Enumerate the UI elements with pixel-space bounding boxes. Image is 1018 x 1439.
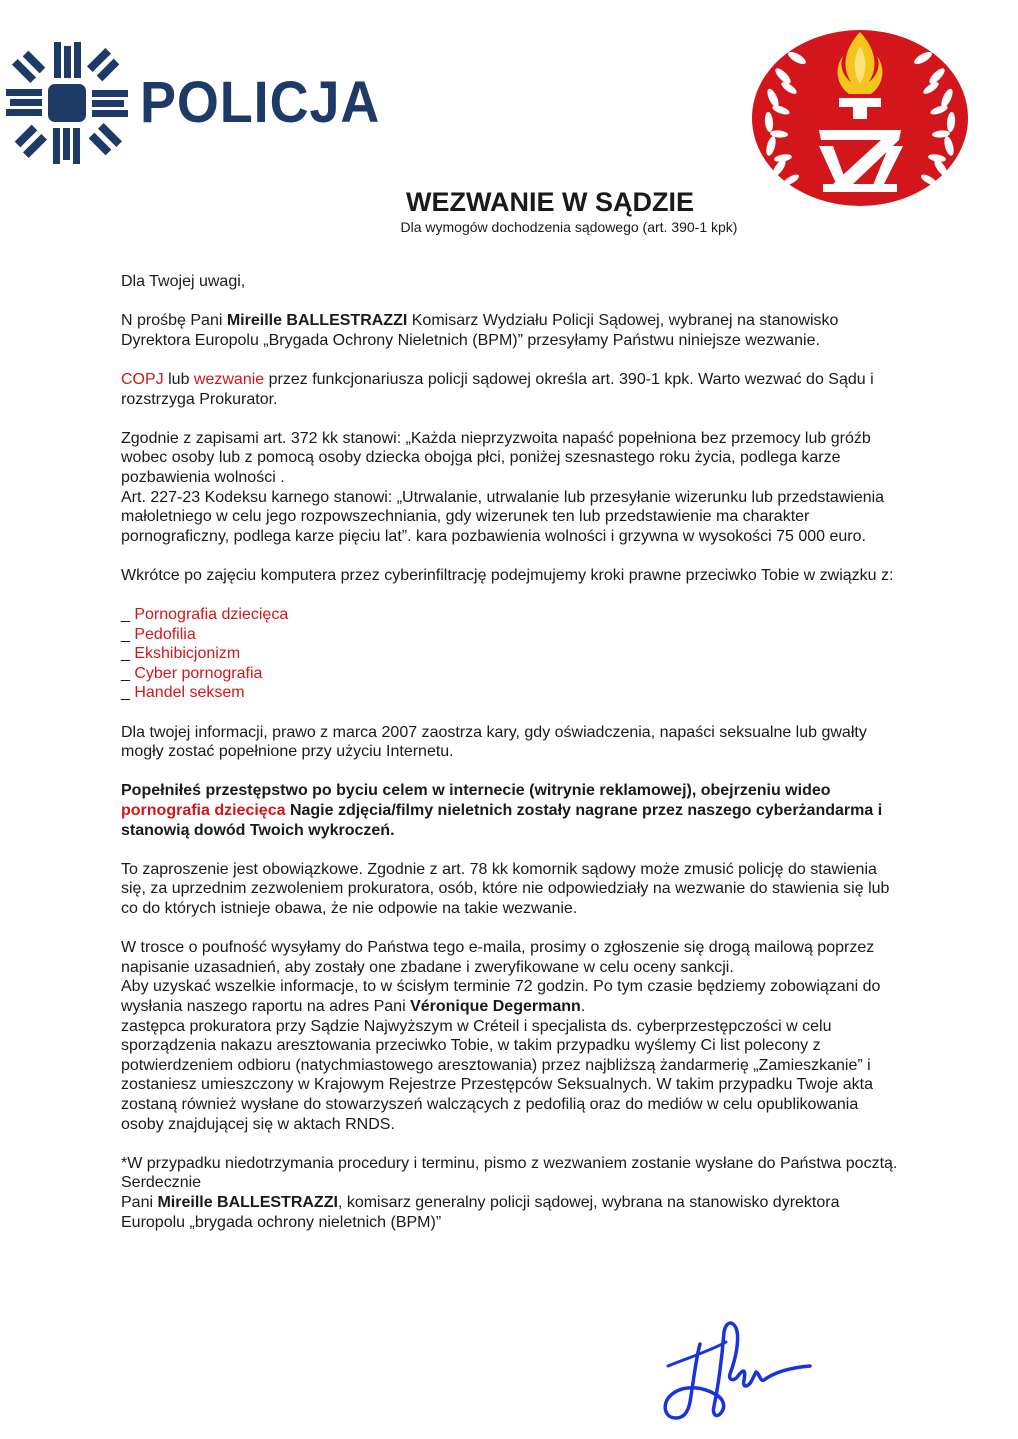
paragraph-charges-intro: Wkrótce po zajęciu komputera przez cyberinfiltrację podejmujemy kroki prawne przeciwko Tobie w związku z:: [121, 566, 894, 584]
letter-body: [121, 272, 901, 1252]
list-item: _ Handel seksem: [121, 684, 245, 702]
list-item: _ Cyber pornografia: [121, 664, 263, 682]
greeting: Dla Twojej uwagi,: [121, 273, 246, 290]
handwritten-signature-icon: [660, 1318, 820, 1424]
charges-list: [121, 605, 901, 703]
signatory: Pani Mireille BALLESTRAZZI, komisarz generalny policji sądowej, wybrana na stanowisko dyrektora Europolu „brygada ochrony nieletnich (BPM)”: [121, 1193, 840, 1231]
closing: Serdecznie: [121, 1174, 202, 1192]
list-item: _ Ekshibicjonizm: [121, 645, 241, 663]
police-logo-text: POLICJA: [140, 70, 381, 135]
prosecutor-name: Véronique Degermann: [410, 997, 581, 1015]
page-subtitle: Dla wymogów dochodzenia sądowego (art. 390-1 kpk): [400, 219, 738, 235]
paragraph-article-227: Art. 227-23 Kodeksu karnego stanowi: „Utrwalanie, utrwalanie lub przesyłanie wizerunku lub przedstawienia małoletniego w celu jego rozpowszechniania, gdy wizerunek ten lub przedstawienie ma charakter pornograficzny, podlega karze pięciu lat”. kara pozbawienia wolności i grzywna w wysokości 75 000 euro.: [121, 488, 885, 545]
list-item: _ Pornografia dziecięca: [121, 606, 289, 624]
commissioner-name: Mireille BALLESTRAZZI: [226, 312, 408, 330]
paragraph-deadline: Aby uzyskać wszelkie informacje, to w ścisłym terminie 72 godzin. Po tym czasie będziemy zobowiązani do wysłania naszego raportu na adres Pani Véronique Degermann.: [121, 978, 881, 1015]
paragraph-copj: COPJ lub wezwanie przez funkcjonariusza policji sądowej określa art. 390-1 kpk. Warto wezwać do Sądu i rozstrzyga Prokurator.: [121, 370, 874, 408]
paragraph-request: N prośbę Pani Mireille BALLESTRAZZI Komisarz Wydziału Policji Sądowej, wybranej na stanowisko Dyrektora Europolu „Brygada Ochrony Nieletnich (BPM)” przesyłamy Państwu niniejsze wezwanie.: [121, 312, 839, 349]
copj-term: COPJ: [121, 370, 164, 388]
paragraph-article-372: Zgodnie z zapisami art. 372 kk stanowi: „Każda nieprzyzwoita napaść popełniona bez przemocy lub gróźb wobec osoby lub z pomocą osoby dziecka obojga płci, poniżej szesnastego roku życia, podlega karze pozbawienia wolności .: [121, 429, 871, 486]
paragraph-offense: Popełniłeś przestępstwo po byciu celem w internecie (witrynie reklamowej), obejrzeniu wideo pornografia dziecięca Nagie zdjęcia/filmy nieletnich zostały nagrane przez naszego cyberżandarma i stanowią dowód Twoich wykroczeń.: [121, 782, 883, 839]
paragraph-law-2007: Dla twojej informacji, prawo z marca 2007 zaostrza kary, gdy oświadczenia, napaści seksualne lub gwałty mogły zostać popełnione przy użyciu Internetu.: [121, 723, 867, 761]
summons-term: wezwanie: [193, 370, 265, 388]
list-item: _ Pedofilia: [121, 625, 196, 643]
paragraph-mandatory: To zaproszenie jest obowiązkowe. Zgodnie z art. 78 kk komornik sądowy może zmusić policję do stawienia się, za uprzednim zezwoleniem prokuratora, osób, które nie odpowiedziały na wezwanie do stawienia się lub co do których istnieje obawa, że nie odpowie na takie wezwanie.: [121, 860, 890, 917]
signatory-name: Mireille BALLESTRAZZI: [157, 1193, 338, 1211]
page-title: WEZWANIE W SĄDZIE: [406, 187, 694, 217]
flame-laurel-emblem-icon: [749, 18, 971, 208]
offense-term: pornografia dziecięca: [121, 802, 286, 820]
paragraph-confidentiality: W trosce o poufność wysyłamy do Państwa tego e-maila, prosimy o zgłoszenie się drogą mailową poprzez napisanie uzasadnień, aby zostały one zbadane i zweryfikowane w celu oceny sankcji.: [121, 939, 875, 976]
police-star-emblem-icon: [4, 40, 130, 166]
paragraph-arrest: zastępca prokuratora przy Sądzie Najwyższym w Créteil i specjalista ds. cyberprzestępczości w celu sporządzenia nakazu aresztowania przeciwko Tobie, w takim przypadku wyślemy Ci list polecony z potwierdzeniem odbioru (natychmiastowego aresztowania) przez najbliższą żandarmerię „Zamieszkanie” i zostaniesz umieszczony w Krajowym Rejestrze Przestępców Seksualnych. W takim przypadku Twoje akta zostaną również wysłane do stowarzyszeń walczących z pedofilią oraz do mediów w celu opublikowania osoby znajdującej się w aktach RNDS.: [121, 1017, 873, 1133]
paragraph-postal-note: *W przypadku niedotrzymania procedury i terminu, pismo z wezwaniem zostanie wysłane do Państwa pocztą.: [121, 1154, 898, 1172]
